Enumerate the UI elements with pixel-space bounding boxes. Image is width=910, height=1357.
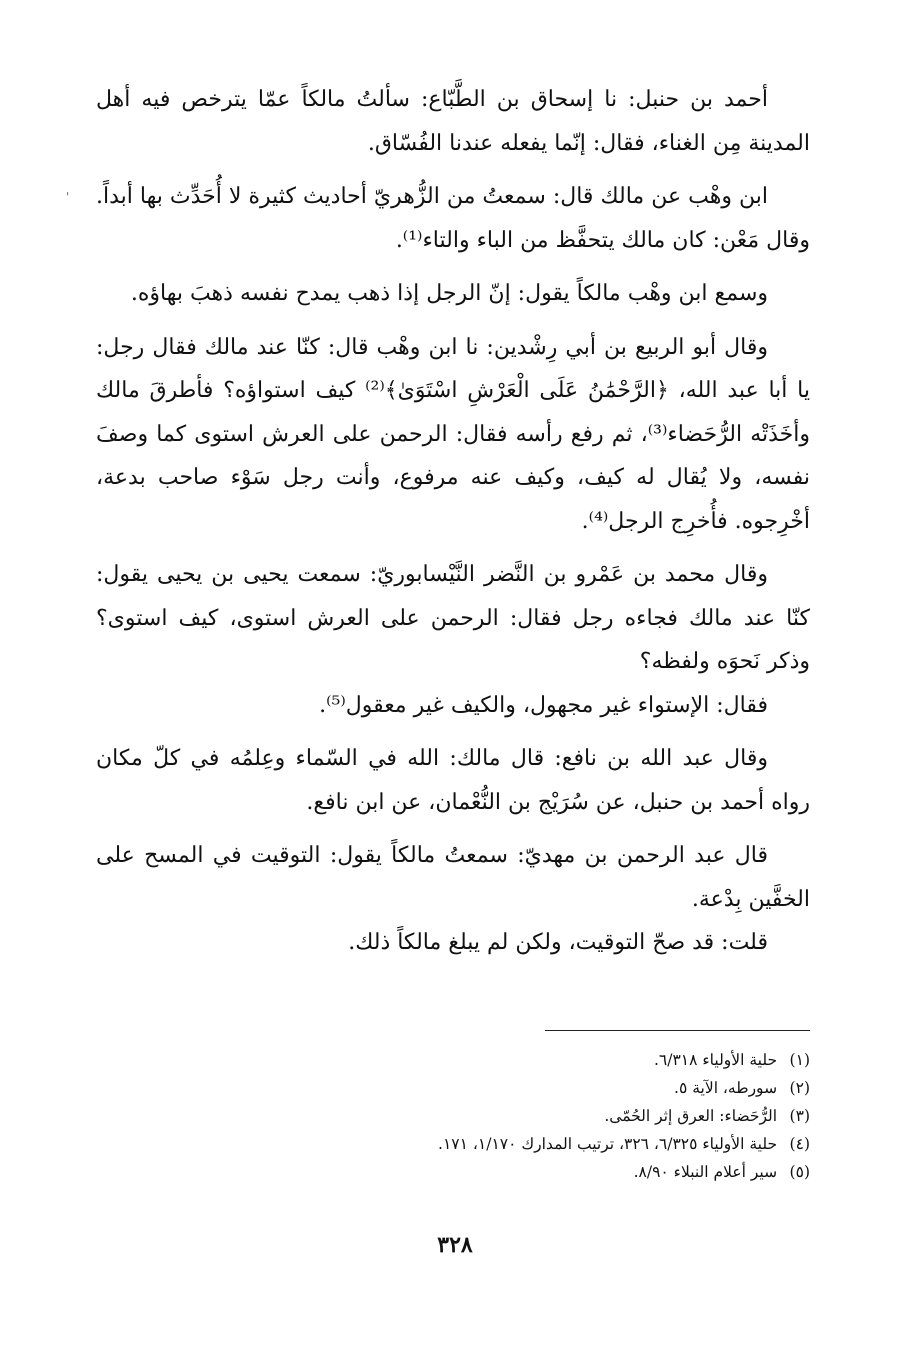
page-number: ٣٢٨ bbox=[437, 1232, 473, 1258]
paragraph-6: وقال عبد الله بن نافع: قال مالك: الله في السّماء وعِلمُه في كلّ مكان رواه أحمد بن حنبل، عن سُرَيْج بن النُّعْمان، عن ابن نافع. bbox=[96, 746, 810, 815]
footnote-number: (٢) bbox=[789, 1079, 810, 1097]
footnote-number: (٥) bbox=[789, 1163, 810, 1181]
paragraph-5-reply: فقال: الإستواء غير مجهول، والكيف غير معقول⁽⁵⁾. bbox=[319, 692, 768, 718]
paragraph-3: وسمع ابن وهْب مالكاً يقول: إنّ الرجل إذا ذهب يمدح نفسه ذهبَ بهاؤه. bbox=[130, 281, 768, 306]
scan-speck: ' bbox=[66, 190, 70, 204]
footnote-4 bbox=[96, 1130, 810, 1158]
footnote-number: (٣) bbox=[789, 1107, 810, 1125]
footnote-5 bbox=[96, 1158, 810, 1186]
footnote-1 bbox=[96, 1046, 810, 1074]
paragraph-2: ابن وهْب عن مالك قال: سمعتُ من الزُّهريّ أحاديث كثيرة لا أُحَدِّث بها أبداً. وقال مَعْن: كان مالك يتحفَّظ من الباء والتاء⁽¹⁾. bbox=[96, 184, 810, 253]
footnote-number: (١) bbox=[789, 1051, 810, 1069]
footnote-divider bbox=[545, 1030, 810, 1031]
footnote-text: سير أعلام النبلاء ٨/٩٠. bbox=[633, 1163, 778, 1181]
footnote-number: (٤) bbox=[789, 1135, 810, 1153]
paragraph-7-comment: قلت: قد صحّ التوقيت، ولكن لم يبلغ مالكاً ذلك. bbox=[348, 930, 768, 955]
main-text bbox=[96, 78, 810, 975]
footnotes bbox=[96, 1046, 810, 1186]
footnote-text: الرُّحَضاء: العرق إثر الحُمّى. bbox=[604, 1107, 778, 1125]
footnote-2 bbox=[96, 1074, 810, 1102]
paragraph-4: وقال أبو الربيع بن أبي رِشْدين: نا ابن وهْب قال: كنّا عند مالك فقال رجل: يا أبا عبد الله، ﴿الرَّحْمَٰنُ عَلَى الْعَرْشِ اسْتَوَىٰ﴾⁽²⁾ كيف استواؤه؟ فأطرقَ مالك وأخَذَتْه الرُّحَضاء⁽³⁾، ثم رفع رأسه فقال: الرحمن على العرش استوى كما وصفَ نفسه، ولا يُقال له كيف، وكيف عنه مرفوع، وأنت رجل سَوْء صاحب بدعة، أخْرِجوه. فأُخرِج الرجل⁽⁴⁾. bbox=[96, 334, 811, 534]
footnote-3 bbox=[96, 1102, 810, 1130]
paragraph-5: وقال محمد بن عَمْرو بن النَّضر النَّيْسابوريّ: سمعت يحيى بن يحيى يقول: كنّا عند مالك فجاءه رجل فقال: الرحمن على العرش استوى، كيف استوى؟ وذكر نَحوَه ولفظه؟ bbox=[96, 562, 810, 674]
paragraph-1: أحمد بن حنبل: نا إسحاق بن الطَّبّاع: سألتُ مالكاً عمّا يترخص فيه أهل المدينة مِن الغناء، فقال: إنّما يفعله عندنا الفُسّاق. bbox=[96, 87, 810, 156]
footnote-text: سورطه، الآية ٥. bbox=[674, 1079, 778, 1097]
paragraph-7: قال عبد الرحمن بن مهديّ: سمعتُ مالكاً يقول: التوقيت في المسح على الخفَّين بِدْعة. bbox=[96, 843, 810, 912]
footnote-text: حلية الأولياء ٦/٣١٨. bbox=[653, 1051, 778, 1069]
footnote-text: حلية الأولياء ٦/٣٢٥، ٣٢٦، ترتيب المدارك ١/١٧٠، ١٧١. bbox=[438, 1135, 778, 1153]
